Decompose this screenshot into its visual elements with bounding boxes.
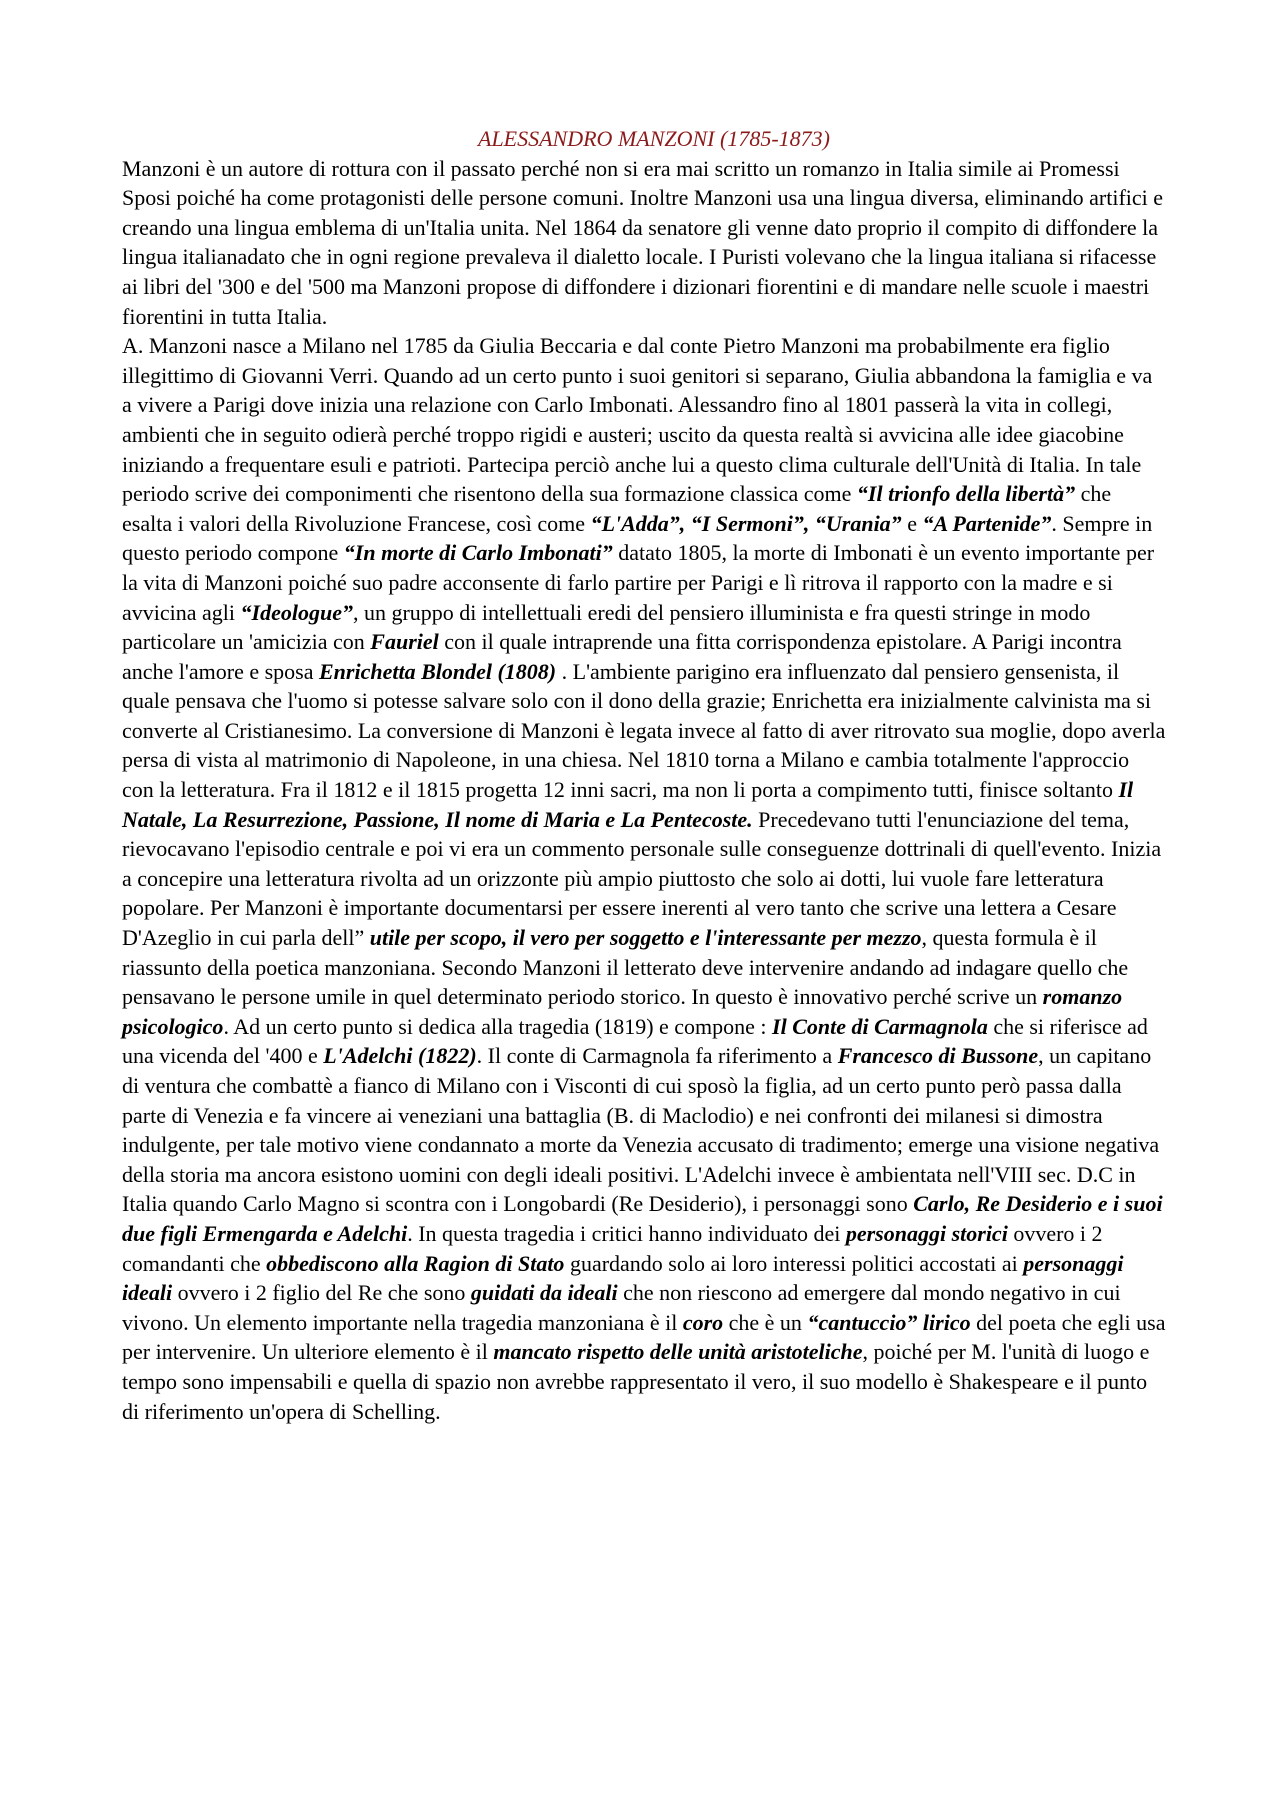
- emphasis-text: utile per scopo, il vero per soggetto e l'interessante per mezzo: [369, 925, 922, 951]
- body-text: datato 1805, la morte di Imbonati è un evento importante per la vita di Manzoni poiché suo padre acconsente di farlo partire per Parigi e lì ritrova il rapporto con la madre e si avvicina agli: [122, 540, 1155, 625]
- emphasis-text: Il Conte di Carmagnola: [772, 1013, 988, 1039]
- body-text: Precedevano tutti l'enunciazione del tema, rievocavano l'episodio centrale e poi vi era un commento personale sulle conseguenze dottrinali di quell'evento. Inizia a concepire una letteratura rivolta ad un orizzonte più ampio piuttosto che solo ai dotti, lui vuole fare letteratura popolare. Per Manzoni è importante documentarsi per essere inerenti al vero tanto che scrive una lettera a Cesare D'Azeglio in cui parla dell”: [122, 806, 1162, 951]
- body-text: , un gruppo di intellettuali eredi del pensiero illuminista e fra questi stringe in modo particolare un 'amicizia con: [122, 599, 1091, 655]
- emphasis-text: coro: [682, 1309, 724, 1335]
- body-text: . Il conte di Carmagnola fa riferimento a: [476, 1043, 838, 1069]
- emphasis-text: romanzo psicologico: [122, 984, 1123, 1039]
- body-text: . In questa tragedia i critici hanno individuato dei: [407, 1220, 846, 1246]
- body-text: del poeta che egli usa per intervenire. Un ulteriore elemento è il: [122, 1309, 1166, 1365]
- emphasis-text: “cantuccio” lirico: [807, 1309, 971, 1335]
- body-text: . L'ambiente parigino era influenzato dal pensiero gensenista, il quale pensava che l'uomo si potesse salvare solo con il dono della grazie; Enrichetta era inizialmente calvinista ma si converte al Cristianesimo. La conversione di Manzoni è legata invece al fatto di aver ritrovato sua moglie, dopo averla persa di vista al matrimonio di Napoleone, in una chiesa. Nel 1810 torna a Milano e cambia totalmente l'approccio con la letteratura. Fra il 1812 e il 1815 progetta 12 inni sacri, ma non li porta a compimento tutti, finisce soltanto: [122, 658, 1166, 803]
- document-title: ALESSANDRO MANZONI (1785-1873): [478, 126, 830, 151]
- body-text: ovvero i 2 figlio del Re che sono: [172, 1280, 471, 1306]
- body-text: A. Manzoni nasce a Milano nel 1785 da Giulia Beccaria e dal conte Pietro Manzoni ma probabilmente era figlio illegittimo di Giovanni Verri. Quando ad un certo punto i suoi genitori si separano, Giulia abbandona la famiglia e va a vivere a Parigi dove inizia una relazione con Carlo Imbonati. Alessandro fino al 1801 passerà la vita in collegi, ambienti che in seguito odierà perché troppo rigidi e austeri; uscito da questa realtà si avvicina alle idee giacobine iniziando a frequentare esuli e patrioti. Partecipa perciò anche lui a questo clima culturale dell'Unità di Italia. In tale periodo scrive dei componimenti che risentono della sua formazione classica come: [122, 333, 1153, 507]
- emphasis-text: L'Adelchi (1822): [323, 1043, 477, 1069]
- emphasis-text: Carlo, Re Desiderio e i suoi due figli Ermengarda e Adelchi: [122, 1191, 1163, 1246]
- emphasis-text: personaggi storici: [845, 1220, 1008, 1246]
- emphasis-text: Francesco di Bussone: [837, 1043, 1039, 1069]
- emphasis-text: “A Partenide”: [922, 510, 1052, 536]
- body-text: . Ad un certo punto si dedica alla tragedia (1819) e compone :: [223, 1013, 773, 1039]
- body-text: che esalta i valori della Rivoluzione Francese, così come: [122, 481, 1112, 536]
- emphasis-text: guidati da ideali: [470, 1280, 618, 1306]
- emphasis-text: “In morte di Carlo Imbonati”: [343, 540, 613, 566]
- emphasis-text: Enrichetta Blondel (1808): [319, 658, 557, 684]
- body-text: che non riescono ad emergere dal mondo negativo in cui vivono. Un elemento importante nella tragedia manzoniana è il: [122, 1280, 1121, 1335]
- body-text: che si riferisce ad una vicenda del '400 e: [122, 1013, 1148, 1069]
- emphasis-text: Fauriel: [370, 629, 439, 655]
- emphasis-text: “L'Adda”, “I Sermoni”, “Urania”: [590, 510, 902, 536]
- body-text: . Sempre in questo periodo compone: [122, 510, 1153, 566]
- body-text: ovvero i 2 comandanti che: [122, 1220, 1103, 1276]
- body-text: guardando solo ai loro interessi politici accostati ai: [564, 1250, 1024, 1276]
- emphasis-text: obbediscono alla Ragion di Stato: [266, 1250, 565, 1276]
- body-text: che è un: [723, 1309, 808, 1335]
- emphasis-text: personaggi ideali: [122, 1250, 1124, 1306]
- emphasis-text: “Il trionfo della libertà”: [856, 481, 1076, 507]
- body-text: , poiché per M. l'unità di luogo e tempo sono impensabili e quella di spazio non avrebbe rappresentato il vero, il suo modello è Shakespeare e il punto di riferimento un'opera di Schelling.: [122, 1339, 1150, 1424]
- body-text: , un capitano di ventura che combattè a fianco di Milano con i Visconti di cui sposò la figlia, ad un certo punto però passa dalla parte di Venezia e fa vincere ai veneziani una battaglia (B. di Maclodio) e nei confronti dei milanesi si dimostra indulgente, per tale motivo viene condannato a morte da Venezia accusato di tradimento; emerge una visione negativa della storia ma ancora esistono uomini con degli ideali positivi. L'Adelchi invece è ambientata nell'VIII sec. D.C in Italia quando Carlo Magno si scontra con i Longobardi (Re Desiderio), i personaggi sono: [122, 1043, 1160, 1217]
- intro-paragraph: Manzoni è un autore di rottura con il passato perché non si era mai scritto un romanzo in Italia simile ai Promessi Sposi poiché ha come protagonisti delle persone comuni. Inoltre Manzoni usa una lingua diversa, eliminando artifici e creando una lingua emblema di un'Italia unita. Nel 1864 da senatore gli venne dato proprio il compito di diffondere la lingua italianadato che in ogni regione prevaleva il dialetto locale. I Puristi volevano che la lingua italiana si rifacesse ai libri del '300 e del '500 ma Manzoni propose di diffondere i dizionari fiorentini e di mandare nelle scuole i maestri fiorentini in tutta Italia.: [122, 155, 1164, 329]
- emphasis-text: mancato rispetto delle unità aristoteliche: [493, 1339, 863, 1365]
- biography-paragraph: [122, 331, 1166, 1426]
- emphasis-text: Il Natale, La Resurrezione, Passione, Il nome di Maria e La Pentecoste.: [122, 777, 1134, 832]
- body-text: , questa formula è il riassunto della poetica manzoniana. Secondo Manzoni il letterato deve intervenire andando ad indagare quello che pensavano le persone umile in quel determinato periodo storico. In questo è innovativo perché scrive un: [122, 925, 1129, 1010]
- emphasis-text: “Ideologue”: [240, 599, 353, 625]
- body-text: e: [901, 510, 923, 536]
- body-text: con il quale intraprende una fitta corrispondenza epistolare. A Parigi incontra anche l'amore e sposa: [122, 629, 1122, 684]
